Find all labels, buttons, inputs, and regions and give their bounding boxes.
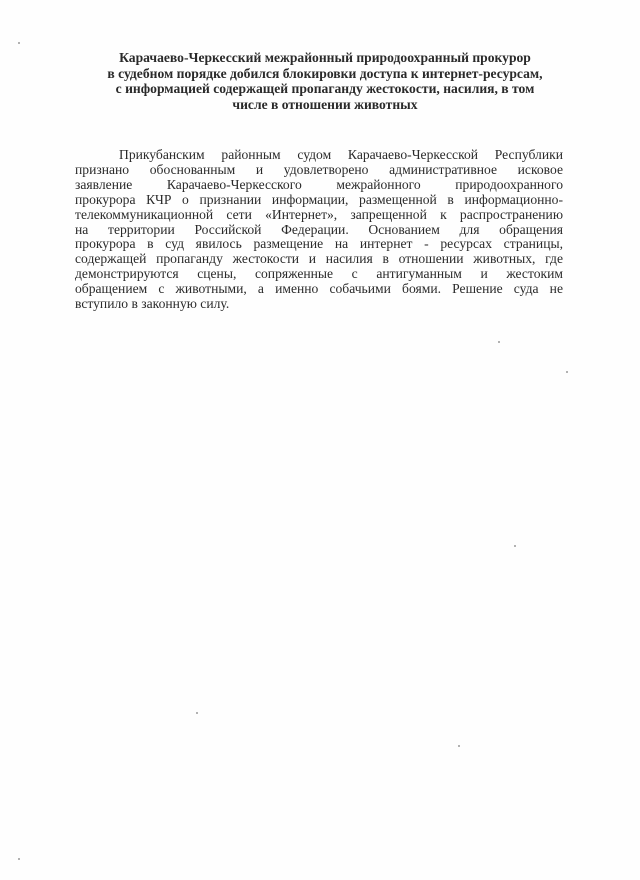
body-line: вступило в законную силу. [75,296,230,312]
title-line: в судебном порядке добился блокировки доступа к интернет-ресурсам, [107,65,543,81]
scan-speck [458,745,460,747]
document-body-paragraph [75,148,563,312]
scan-speck [196,712,198,714]
body-line: на территории Российской Федерации. Основанием для обращения [75,221,563,237]
body-line: Прикубанским районным судом Карачаево-Черкесской Республики [119,147,563,162]
title-line: числе в отношении животных [232,96,418,112]
title-line: Карачаево-Черкесский межрайонный природоохранный прокурор [119,50,531,65]
body-line: телекоммуникационной сети «Интернет», запрещенной к распространению [75,206,563,222]
body-line: прокурора в суд явилось размещение на интернет - ресурсах страницы, [75,236,563,252]
document-title [70,50,580,112]
title-line: с информацией содержащей пропаганду жестокости, насилия, в том [115,81,535,96]
scan-speck [18,858,20,860]
body-line: признано обоснованным и удовлетворено административное исковое [75,161,563,177]
body-line: прокурора КЧР о признании информации, размещенной в информационно- [75,191,563,207]
scan-speck [18,42,20,44]
body-line: заявление Карачаево-Черкесского межрайонного природоохранного [75,176,563,192]
body-line: содержащей пропаганду жестокости и насилия в отношении животных, где [75,251,563,267]
scan-speck [498,341,500,343]
body-line: обращением с животными, а именно собачьими боями. Решение суда не [75,281,563,297]
body-line: демонстрируются сцены, сопряженные с антигуманным и жестоким [75,266,563,282]
scan-speck [566,371,568,373]
scan-speck [514,545,516,547]
